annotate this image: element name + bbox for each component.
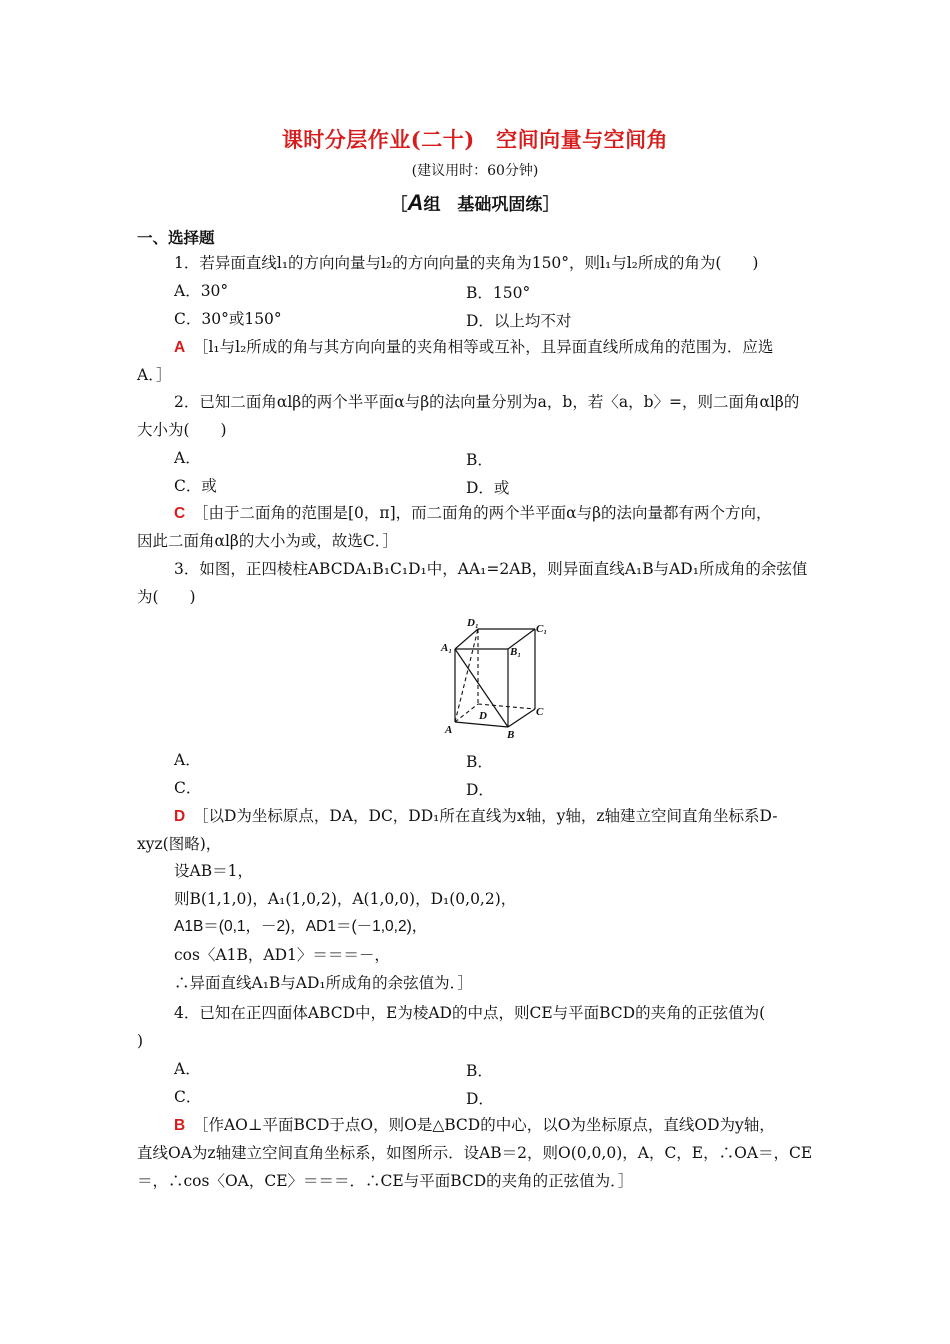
q1-answer-text: ［l₁与l₂所成的角与其方向向量的夹角相等或互补，且异面直线所成角的范围为．应选 [200, 338, 774, 356]
label-b1: B₁ [510, 646, 522, 658]
q4-answer-text: ［作AO⊥平面BCD于点O，则O是△BCD的中心，以O为坐标原点，直线OD为y轴， [200, 1116, 775, 1134]
q2-answer-cont: 因此二面角αlβ的大小为或，故选C．］ [137, 532, 398, 550]
prism-figure [440, 617, 560, 742]
q3-option-b: B． [466, 753, 493, 771]
group-bracket-open: ［ [390, 195, 408, 215]
label-b: B [507, 729, 515, 741]
q1-answer [174, 337, 820, 358]
q3-stem: 3．如图，正四棱柱ABCDA₁B₁C₁D₁中，AA₁=2AB，则异面直线A₁B与AD₁所成角的余弦值 [174, 560, 808, 578]
q3-step-2: 则B(1,1,0)，A₁(1,0,2)，A(1,0,0)，D₁(0,0,2)， [174, 890, 517, 908]
q3-answer-letter: D [174, 808, 186, 825]
q3-answer [174, 806, 820, 827]
q3-step-1: 设AB＝1， [174, 862, 253, 880]
q3-option-a: A． [174, 751, 201, 769]
q3-answer-cont: xyz(图略)， [137, 835, 222, 853]
label-c: C [536, 706, 544, 718]
q1-answer-cont: A．］ [137, 366, 172, 384]
label-d1: D₁ [467, 617, 479, 629]
q2-stem-cont: 大小为( ) [137, 421, 227, 439]
q2-option-b: B． [466, 451, 493, 469]
q4-stem: 4．已知在正四面体ABCD中，E为棱AD的中点，则CE与平面BCD的夹角的正弦值为( [174, 1004, 766, 1022]
q3-step-5: ∴异面直线A₁B与AD₁所成角的余弦值为．］ [174, 974, 473, 992]
suggested-time: (建议用时：60分钟) [411, 163, 539, 179]
q3-answer-text: ［以D为坐标原点，DA，DC，DD₁所在直线为x轴，y轴，z轴建立空间直角坐标系D- [200, 807, 778, 825]
q2-stem: 2．已知二面角αlβ的两个半平面α与β的法向量分别为a，b，若〈a，b〉=，则二面角αlβ的 [174, 393, 800, 411]
group-letter: A [407, 190, 424, 215]
q4-option-b: B． [466, 1062, 493, 1080]
q2-option-c: C．或 [174, 477, 217, 495]
q4-option-c: C． [174, 1088, 202, 1106]
q3-step-3: A1B＝(0,1，－2)，AD1＝(－1,0,2)， [174, 918, 428, 935]
label-c1: C₁ [536, 623, 548, 635]
q4-option-a: A． [174, 1060, 201, 1078]
q2-option-d: D．或 [466, 479, 510, 497]
group-label: 组 基础巩固练 [423, 195, 543, 215]
q1-stem: 1．若异面直线l₁的方向向量与l₂的方向向量的夹角为150°，则l₁与l₂所成的角为( ) [174, 254, 759, 272]
label-a: A [445, 724, 453, 736]
q3-stem-cont: 为( ) [137, 588, 196, 606]
label-d: D [479, 710, 487, 722]
q2-answer-text: ［由于二面角的范围是[0，π]，而二面角的两个半平面α与β的法向量都有两个方向， [200, 504, 772, 522]
q1-option-a: A．30° [174, 282, 229, 300]
group-bracket-close: ］ [542, 195, 560, 215]
q4-stem-cont: ) [137, 1032, 144, 1050]
q1-option-c: C．30°或150° [174, 310, 282, 328]
q4-answer-letter: B [174, 1117, 186, 1134]
q1-option-b: B．150° [466, 284, 531, 302]
q4-answer-cont: 直线OA为z轴建立空间直角坐标系，如图所示．设AB＝2，则O(0,0,0)，A，C，E，∴OA＝，CE [137, 1144, 813, 1162]
q3-option-d: D． [466, 781, 494, 799]
q4-answer [174, 1115, 820, 1136]
q2-answer [174, 503, 820, 524]
q1-answer-letter: A [174, 339, 186, 356]
q4-answer-cont-2: ＝，∴cos〈OA，CE〉＝＝＝．∴CE与平面BCD的夹角的正弦值为．］ [137, 1172, 634, 1190]
section-heading: 一、选择题 [137, 228, 215, 247]
group-heading [0, 190, 950, 216]
q3-option-c: C． [174, 779, 202, 797]
label-a1: A₁ [441, 642, 453, 654]
q3-step-4: cos〈A1B，AD1〉＝＝＝－， [174, 946, 390, 964]
q4-option-d: D． [466, 1090, 494, 1108]
q1-option-d: D．以上均不对 [466, 312, 572, 330]
q2-option-a: A． [174, 449, 201, 467]
page-title: 课时分层作业(二十) 空间向量与空间角 [281, 127, 669, 152]
q2-answer-letter: C [174, 505, 186, 522]
